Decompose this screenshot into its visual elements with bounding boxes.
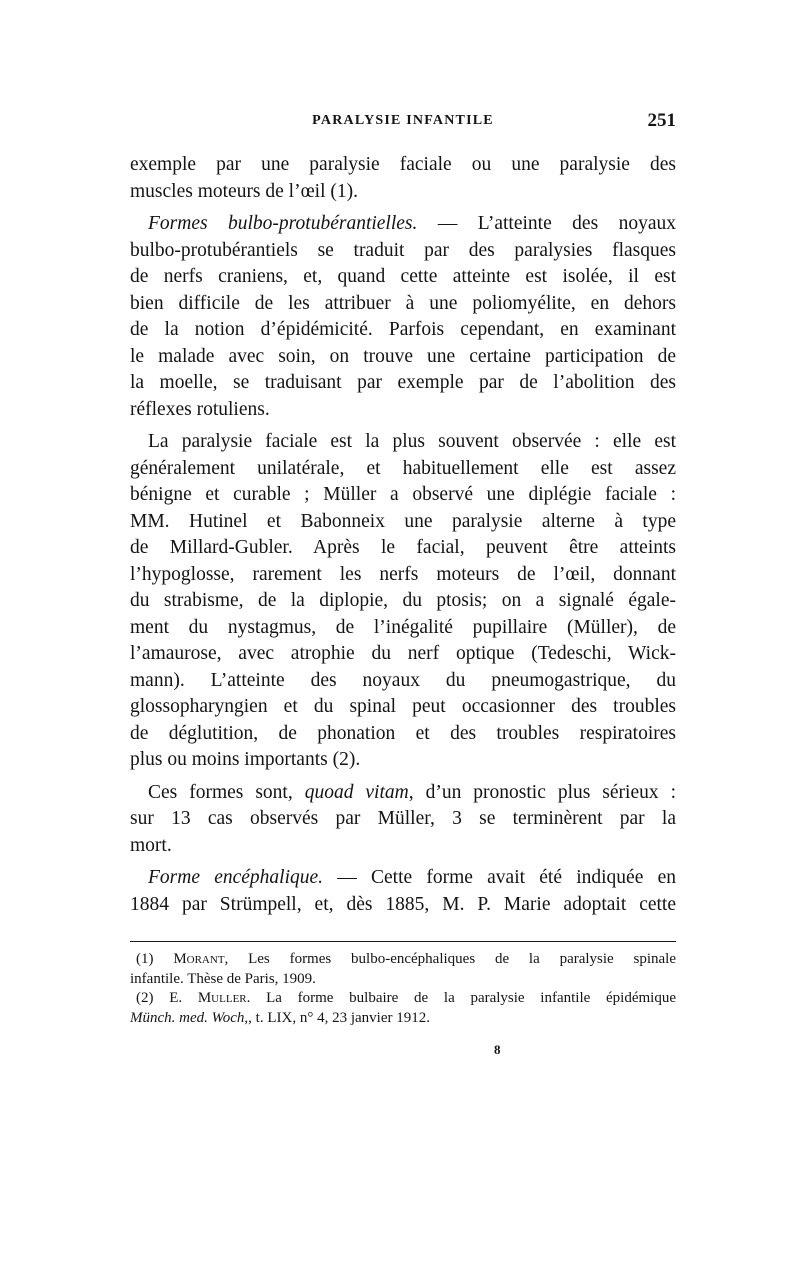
text-run: — Cette forme avait été indiquée en bbox=[323, 867, 676, 888]
text-line: l’hypoglosse, rarement les nerfs moteurs de l’œil, donnant bbox=[130, 563, 676, 585]
latin-phrase: quoad vitam bbox=[304, 781, 409, 803]
text-line: l’amaurose, avec atrophie du nerf optique (Tedeschi, Wick- bbox=[130, 643, 676, 664]
footnote-line bbox=[130, 989, 676, 1009]
paragraph-1 bbox=[130, 152, 676, 205]
paragraph-3 bbox=[130, 429, 676, 774]
text-line: muscles moteurs de l’œil (1). bbox=[130, 180, 358, 202]
text-run: Ces formes sont, bbox=[148, 781, 305, 803]
text-line: le malade avec soin, on trouve une certaine participation de bbox=[130, 345, 676, 367]
text-line: bien difficile de les attribuer à une poliomyélite, en dehors bbox=[130, 292, 676, 314]
text-line: bulbo-protubérantiels se traduit par des paralysies flasques bbox=[130, 239, 676, 261]
text-run: , d’un pronostic plus sérieux : bbox=[408, 781, 676, 803]
text-line: 1884 par Strümpell, et, dès 1885, M. P. Marie adoptait cette bbox=[130, 893, 676, 915]
text-line: la moelle, se traduisant par exemple par de l’abolition des bbox=[130, 372, 676, 393]
text-run: , Les formes bulbo-encéphaliques de la paralysie spinale bbox=[224, 951, 677, 967]
footnote-author: Morant bbox=[173, 951, 225, 967]
footnotes bbox=[130, 950, 676, 1028]
footnote-marker: (1) bbox=[136, 951, 154, 967]
text-line: exemple par une paralysie faciale ou une paralysie des bbox=[130, 154, 676, 175]
section-heading: Forme encéphalique. bbox=[148, 867, 324, 888]
signature-mark: 8 bbox=[494, 1042, 501, 1057]
text-line: bénigne et curable ; Müller a observé une diplégie faciale : bbox=[130, 484, 676, 505]
journal-title: Münch. med. Woch, bbox=[130, 1009, 249, 1026]
text-line: de déglutition, de phonation et des troubles respiratoires bbox=[130, 722, 676, 744]
text-line bbox=[130, 780, 676, 807]
text-line: La paralysie faciale est la plus souvent observée : elle est bbox=[148, 431, 676, 452]
text-run: — L’atteinte des noyaux bbox=[417, 213, 676, 234]
footnote-2 bbox=[130, 989, 676, 1028]
page-header bbox=[130, 110, 676, 137]
text-line: de Millard-Gubler. Après le facial, peuvent être atteints bbox=[130, 537, 676, 558]
text-line: de la notion d’épidémicité. Parfois cependant, en examinant bbox=[130, 319, 676, 340]
text-line: plus ou moins importants (2). bbox=[130, 749, 361, 770]
footnote-line bbox=[130, 950, 676, 970]
footnote-line bbox=[130, 1009, 676, 1029]
text-run: . La forme bulbaire de la paralysie infantile épidémique bbox=[246, 990, 676, 1006]
footnote-author: Muller bbox=[197, 990, 247, 1006]
footnote-line: infantile. Thèse de Paris, 1909. bbox=[130, 970, 316, 987]
section-heading: Formes bulbo-protubérantielles. bbox=[148, 213, 418, 234]
text-line bbox=[130, 865, 676, 892]
footnote-1 bbox=[130, 950, 676, 989]
text-line: du strabisme, de la diplopie, du ptosis; on a signalé égale- bbox=[130, 590, 676, 611]
text-line: généralement unilatérale, et habituellement elle est assez bbox=[130, 457, 676, 479]
text-line: de nerfs craniens, et, quand cette atteinte est isolée, il est bbox=[130, 266, 676, 287]
footnote-marker: (2) E. bbox=[136, 990, 183, 1006]
text-line: sur 13 cas observés par Müller, 3 se terminèrent par la bbox=[130, 808, 676, 829]
text-line: glossopharyngien et du spinal peut occasionner des troubles bbox=[130, 696, 676, 717]
text-line bbox=[130, 211, 676, 238]
body-text bbox=[130, 152, 676, 924]
text-line: mann). L’atteinte des noyaux du pneumogastrique, du bbox=[130, 669, 676, 691]
text-line: ment du nystagmus, de l’inégalité pupillaire (Müller), de bbox=[130, 616, 676, 638]
text-line: mort. bbox=[130, 834, 172, 856]
paragraph-2 bbox=[130, 211, 676, 423]
paragraph-5 bbox=[130, 865, 676, 918]
paragraph-4 bbox=[130, 780, 676, 860]
text-line: réflexes rotuliens. bbox=[130, 398, 270, 420]
page-number: 251 bbox=[647, 110, 676, 131]
text-run: , t. LIX, n° 4, 23 janvier 1912. bbox=[248, 1009, 430, 1026]
footnote-rule bbox=[130, 941, 676, 942]
running-title: PARALYSIE INFANTILE bbox=[312, 113, 494, 128]
text-line: MM. Hutinel et Babonneix une paralysie alterne à type bbox=[130, 510, 676, 532]
